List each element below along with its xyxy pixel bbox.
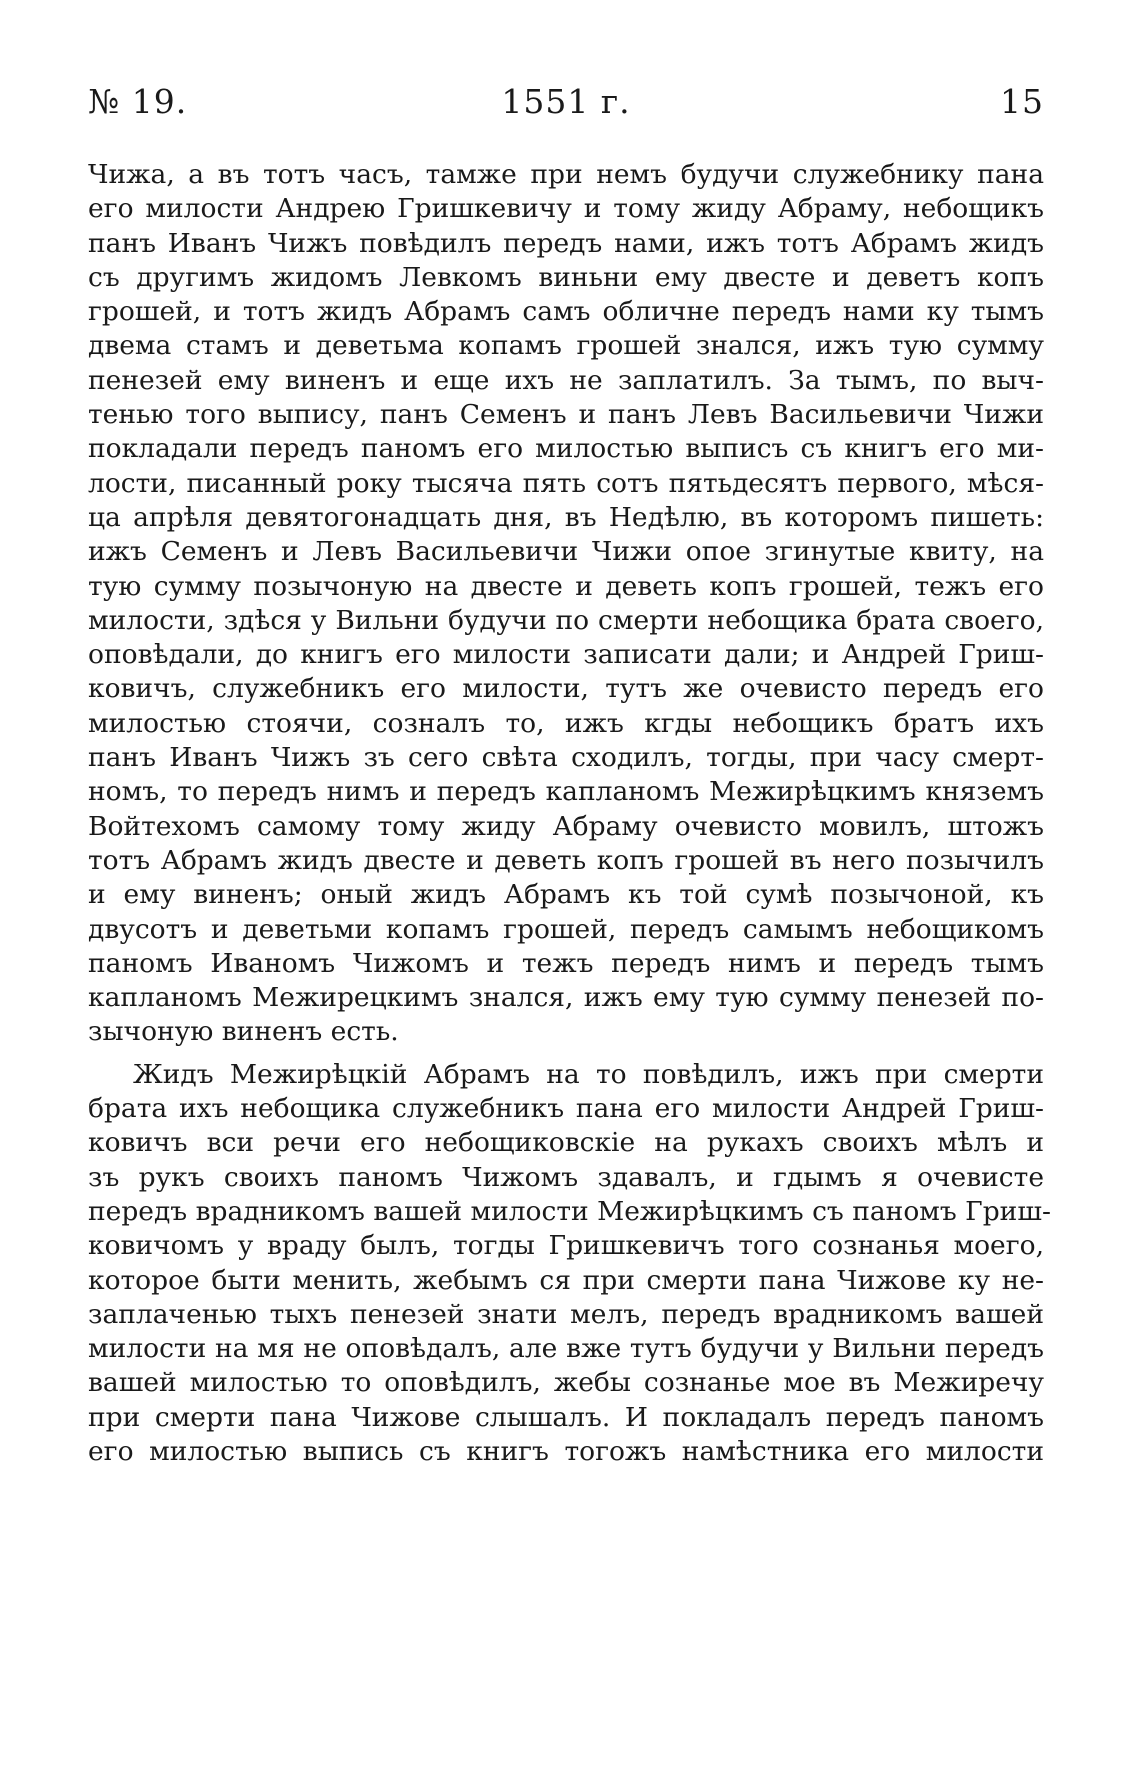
text-line: его милости Андрею Гришкевичу и тому жиду Абраму, небощикъ <box>88 193 1044 225</box>
text-line: номъ, то передъ нимъ и передъ капланомъ Межирѣцкимъ княземъ <box>88 776 1044 808</box>
paragraph-1 <box>88 158 1044 1050</box>
text-line: капланомъ Межирецкимъ знался, ижъ ему тую сумму пенезей по- <box>88 982 1044 1014</box>
text-line: Жидъ Межирѣцкій Абрамъ на то повѣдилъ, ижъ при смерти <box>133 1058 1044 1090</box>
text-line: двусотъ и деветьми копамъ грошей, передъ самымъ небощикомъ <box>88 913 1044 945</box>
text-line: панъ Иванъ Чижъ повѣдилъ передъ нами, ижъ тотъ Абрамъ жидъ <box>88 227 1044 259</box>
text-line: двема стамъ и деветьма копамъ грошей знался, ижъ тую сумму <box>88 330 1044 362</box>
document-number: № 19. <box>88 82 188 121</box>
text-line: оповѣдали, до книгъ его милости записати дали; и Андрей Гриш- <box>88 639 1044 671</box>
text-line: Войтехомъ самому тому жиду Абраму очевисто мовилъ, штожъ <box>88 810 1044 842</box>
text-line: заплаченью тыхъ пенезей знати мелъ, передъ врадникомъ вашей <box>88 1298 1044 1330</box>
text-line: пенезей ему виненъ и еще ихъ не заплатилъ. За тымъ, по выч- <box>88 364 1044 396</box>
text-line: тенью того выпису, панъ Семенъ и панъ Левъ Васильевичи Чижи <box>88 399 1044 431</box>
page-number: 15 <box>1000 82 1044 121</box>
text-line: зъ рукъ своихъ паномъ Чижомъ здавалъ, и гдымъ я очевисте <box>88 1161 1044 1193</box>
text-line: которое быти менить, жебымъ ся при смерти пана Чижове ку не- <box>88 1264 1044 1296</box>
text-line: передъ врадникомъ вашей милости Межирѣцкимъ съ паномъ Гриш- <box>88 1195 1051 1227</box>
document-year: 1551 г. <box>501 82 631 121</box>
text-line: и ему виненъ; оный жидъ Абрамъ къ той сумѣ позычоной, къ <box>88 879 1044 911</box>
text-line: ковичъ, служебникъ его милости, тутъ же очевисто передъ его <box>88 673 1044 705</box>
text-line: милости, здѣся у Вильни будучи по смерти небощика брата своего, <box>88 604 1044 636</box>
text-line: брата ихъ небощика служебникъ пана его милости Андрей Гриш- <box>88 1093 1044 1125</box>
text-line: вашей милостью то оповѣдилъ, жебы сознанье мое въ Межиречу <box>88 1367 1044 1399</box>
text-line: зычоную виненъ есть. <box>88 1016 399 1048</box>
text-line: милости на мя не оповѣдалъ, але вже тутъ будучи у Вильни передъ <box>88 1333 1044 1365</box>
text-line: панъ Иванъ Чижъ зъ сего свѣта сходилъ, тогды, при часу смерт- <box>88 742 1044 774</box>
page-header <box>88 80 1044 124</box>
text-line: тую сумму позычоную на двесте и деветь копъ грошей, тежъ его <box>88 570 1044 602</box>
body-text <box>88 158 1051 1469</box>
text-line: ца апрѣля девятогонадцать дня, въ Недѣлю, въ которомъ пишеть: <box>88 501 1044 533</box>
text-line: съ другимъ жидомъ Левкомъ виньни ему двесте и деветъ копъ <box>88 261 1044 293</box>
paragraph-gap <box>88 1050 1044 1058</box>
text-line: милостью стоячи, созналъ то, ижъ кгды небощикъ братъ ихъ <box>88 707 1044 739</box>
text-line: покладали передъ паномъ его милостью выписъ съ книгъ его ми- <box>88 433 1044 465</box>
text-line: лости, писанный року тысяча пять сотъ пятьдесятъ первого, мѣся- <box>88 467 1044 499</box>
paragraph-2 <box>88 1058 1051 1470</box>
text-line: ковичъ вси речи его небощиковскіе на рукахъ своихъ мѣлъ и <box>88 1127 1044 1159</box>
text-line: ковичомъ у враду былъ, тогды Гришкевичъ того сознанья моего, <box>88 1230 1044 1262</box>
text-line: его милостью выпись съ книгъ тогожъ намѣстника его милости <box>88 1435 1044 1467</box>
text-line: Чижа, а въ тотъ часъ, тамже при немъ будучи служебнику пана <box>88 159 1044 190</box>
text-line: грошей, и тотъ жидъ Абрамъ самъ обличне передъ нами ку тымъ <box>88 296 1044 328</box>
text-line: при смерти пана Чижове слышалъ. И покладалъ передъ паномъ <box>88 1401 1044 1433</box>
text-line: ижъ Семенъ и Левъ Васильевичи Чижи опое згинутые квиту, на <box>88 536 1044 568</box>
text-line: тотъ Абрамъ жидъ двесте и деветь копъ грошей въ него позычилъ <box>88 844 1044 876</box>
text-line: паномъ Иваномъ Чижомъ и тежъ передъ нимъ и передъ тымъ <box>88 947 1044 979</box>
